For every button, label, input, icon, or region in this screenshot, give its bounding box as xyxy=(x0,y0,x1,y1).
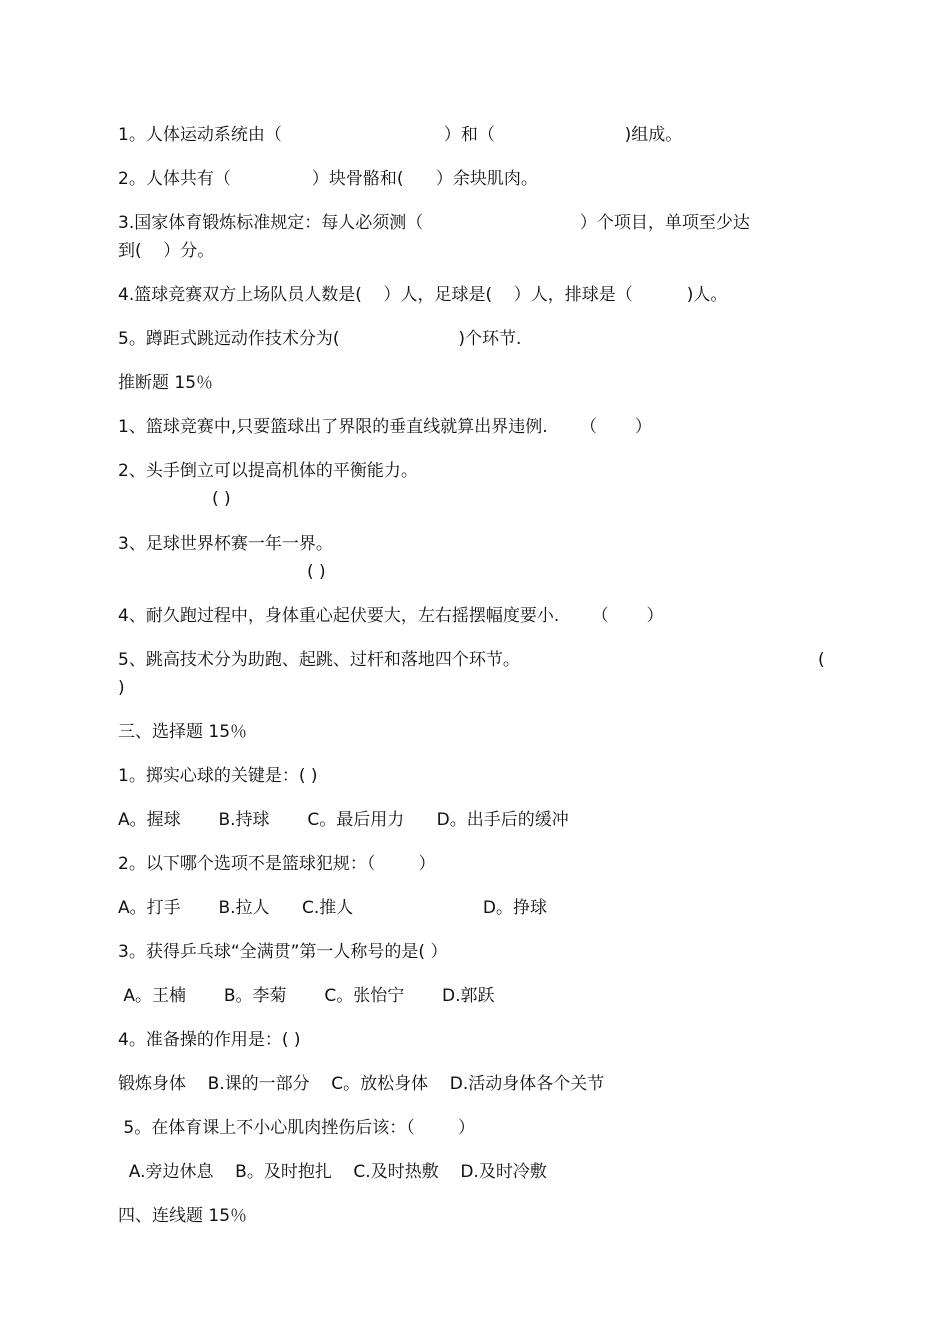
fill-question-4: 4.篮球竞赛双方上场队员人数是( ）人，足球是( ）人，排球是（ )人。 xyxy=(118,285,728,305)
judge-question-5-paren-close: ) xyxy=(118,678,125,698)
judge-question-3: 3、足球世界杯赛一年一界。 xyxy=(118,534,333,554)
judge-question-3-answer-paren: ( ) xyxy=(307,562,326,582)
fill-question-2: 2。人体共有（ ）块骨骼和( ）余块肌肉。 xyxy=(118,169,538,189)
choice-heading: 三、选择题 15％ xyxy=(118,722,248,742)
choice-question-4: 4。准备操的作用是：( ) xyxy=(118,1030,301,1050)
judge-question-1: 1、篮球竞赛中,只要篮球出了界限的垂直线就算出界违例. （ ） xyxy=(118,417,652,437)
choice-question-2-options: A。打手 B.拉人 C.推人 D。挣球 xyxy=(118,898,548,918)
fill-question-3-line-2: 到( ）分。 xyxy=(118,241,215,261)
judge-question-2: 2、头手倒立可以提高机体的平衡能力。 xyxy=(118,461,418,481)
match-heading: 四、连线题 15％ xyxy=(118,1206,248,1226)
fill-question-1: 1。人体运动系统由（ ）和（ )组成。 xyxy=(118,125,683,145)
choice-question-5-options: A.旁边休息 B。及时抱扎 C.及时热敷 D.及时冷敷 xyxy=(118,1162,547,1182)
choice-question-3: 3。获得乒乓球“全满贯”第一人称号的是( ） xyxy=(118,942,448,962)
choice-question-4-options: 锻炼身体 B.课的一部分 C。放松身体 D.活动身体各个关节 xyxy=(118,1074,605,1094)
choice-question-3-options: A。王楠 B。李菊 C。张怡宁 D.郭跃 xyxy=(118,986,495,1006)
judge-question-4: 4、耐久跑过程中，身体重心起伏要大，左右摇摆幅度要小. （ ） xyxy=(118,606,664,626)
judge-heading: 推断题 15％ xyxy=(118,373,214,393)
fill-question-5: 5。蹲距式跳远动作技术分为( )个环节. xyxy=(118,329,522,349)
choice-question-1-options: A。握球 B.持球 C。最后用力 D。出手后的缓冲 xyxy=(118,810,569,830)
judge-question-5-paren-open: ( xyxy=(818,650,825,670)
choice-question-5: 5。在体育课上不小心肌肉挫伤后该：（ ） xyxy=(118,1118,475,1138)
choice-question-2: 2。以下哪个选项不是篮球犯规：（ ） xyxy=(118,854,436,874)
choice-question-1: 1。掷实心球的关键是：( ) xyxy=(118,766,318,786)
judge-question-5: 5、跳高技术分为助跑、起跳、过杆和落地四个环节。 xyxy=(118,650,520,670)
fill-question-3-line-1: 3.国家体育锻炼标准规定：每人必须测（ ）个项目，单项至少达 xyxy=(118,213,750,233)
judge-question-2-answer-paren: ( ) xyxy=(212,489,231,509)
